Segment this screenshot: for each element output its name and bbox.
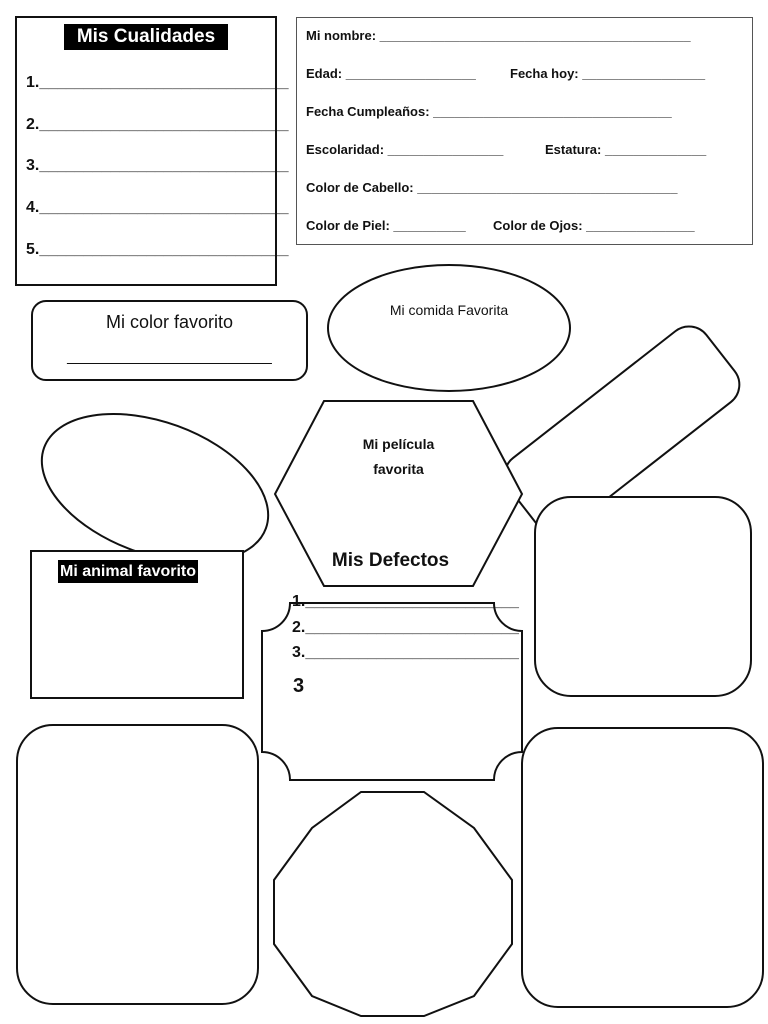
color-label: Mi color favorito xyxy=(105,312,234,332)
bottom-right-rounded-rect xyxy=(522,728,763,1007)
quality-line-2: 2.____________________________ xyxy=(26,116,289,133)
quality-line-5: 5.____________________________ xyxy=(26,241,289,258)
schooling-line: Escolaridad: ________________ xyxy=(306,142,504,157)
food-label: Mi comida Favorita xyxy=(389,302,509,318)
personal-info-box xyxy=(296,17,753,245)
defect-extra-number: 3 xyxy=(293,675,305,697)
defects-title: Mis Defectos xyxy=(331,550,450,571)
defect-line-2: 2.________________________ xyxy=(292,619,519,636)
movie-label-2: favorita xyxy=(373,461,424,477)
name-line: Mi nombre: ___________________________________________ xyxy=(306,28,691,43)
quality-line-3: 3.____________________________ xyxy=(26,157,289,174)
defect-line-1: 1.________________________ xyxy=(292,593,519,610)
defect-line-3: 3.________________________ xyxy=(292,644,519,661)
qualities-title: Mis Cualidades xyxy=(64,24,228,50)
date-line: Fecha hoy: _________________ xyxy=(510,66,706,81)
birthday-line: Fecha Cumpleaños: _________________________________ xyxy=(306,104,672,119)
animal-label: Mi animal favorito xyxy=(58,560,198,583)
right-middle-rounded-square xyxy=(535,497,751,696)
movie-label-1: Mi película xyxy=(362,436,435,452)
quality-line-1: 1.____________________________ xyxy=(26,74,289,91)
skin-color-line: Color de Piel: __________ xyxy=(306,218,466,233)
bottom-left-rounded-rect xyxy=(17,725,258,1004)
quality-line-4: 4.____________________________ xyxy=(26,199,289,216)
age-line: Edad: __________________ xyxy=(306,66,476,81)
food-ellipse xyxy=(328,265,570,391)
color-answer-line: _______________________ xyxy=(67,348,272,365)
bottom-decagon xyxy=(274,792,512,1016)
hair-color-line: Color de Cabello: ____________________________________ xyxy=(306,180,678,195)
eye-color-line: Color de Ojos: _______________ xyxy=(493,218,695,233)
height-line: Estatura: ______________ xyxy=(545,142,707,157)
